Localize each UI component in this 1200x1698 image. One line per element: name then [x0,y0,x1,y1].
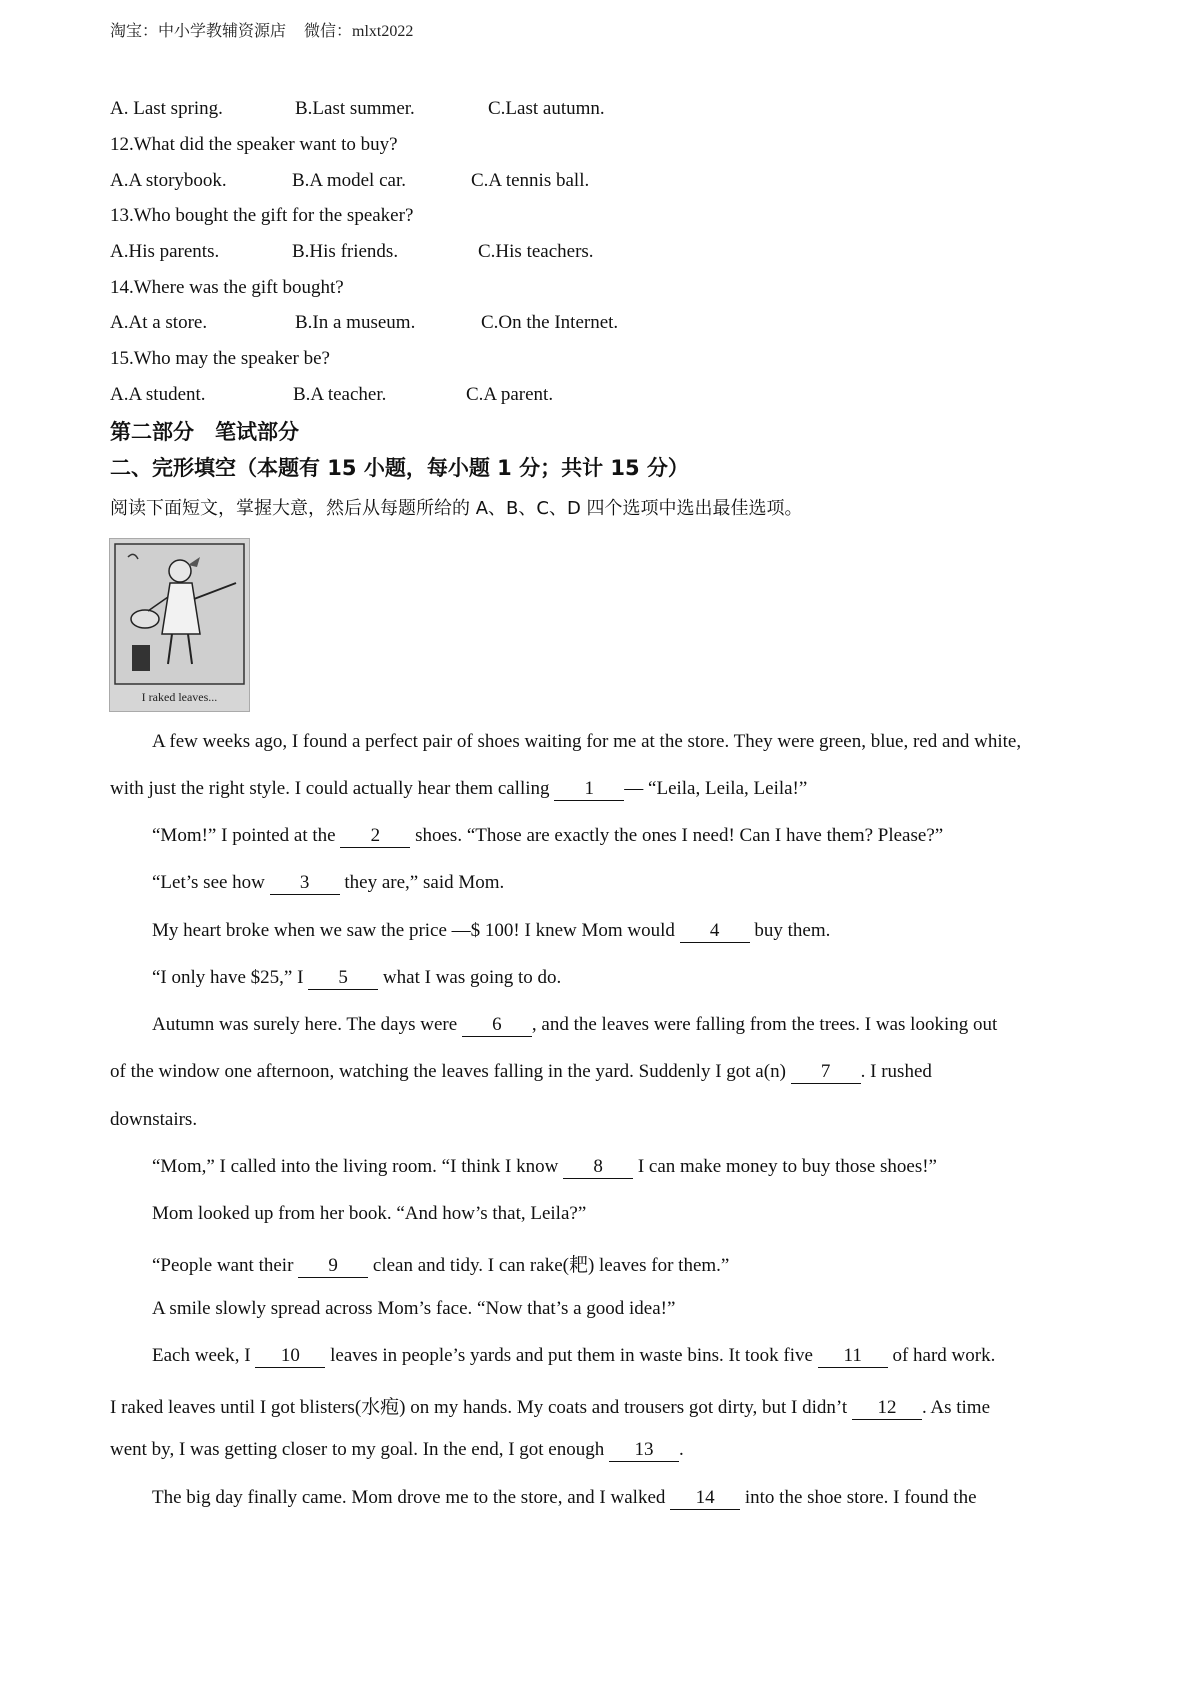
option-c: C.On the Internet. [481,312,619,333]
question-13: 13.Who bought the gift for the speaker? [110,205,414,226]
option-b: B.A teacher. [293,384,387,405]
q11-options [110,98,605,120]
text: clean and tidy. I can rake(耙) leaves for them.” [368,1255,730,1276]
option-b: B.His friends. [292,241,399,262]
blank-8: 8 [563,1157,633,1179]
blank-3: 3 [270,873,340,895]
text: into the shoe store. I found the [740,1487,977,1508]
text: “Mom!” I pointed at the [152,825,341,846]
passage-line-2 [110,778,1100,801]
text: with just the right style. I could actually hear them calling [110,778,555,799]
text: what I was going to do. [378,967,562,988]
text: shoes. “Those are exactly the ones I need! Can I have them? Please?” [410,825,944,846]
passage-line-5 [152,920,1142,943]
text: My heart broke when we saw the price —$ 100! I knew Mom would [152,920,680,941]
passage-line-12 [152,1250,1142,1278]
option-c: C.A tennis ball. [471,170,590,191]
option-a: A.At a store. [110,312,208,333]
blank-11: 11 [818,1346,888,1368]
text: leaves in people’s yards and put them in waste bins. It took five [325,1345,818,1366]
option-a: A.A student. [110,384,206,405]
blank-4: 4 [680,921,750,943]
blank-6: 6 [462,1015,532,1037]
page-header [110,18,413,41]
passage-line-4 [152,872,1142,895]
option-c: C.Last autumn. [488,98,605,119]
section-title: 二、完形填空（本题有 15 小题，每小题 1 分；共计 15 分） [110,456,689,480]
passage-line-16 [110,1439,1100,1462]
instruction-text: 阅读下面短文，掌握大意，然后从每题所给的 A、B、C、D 四个选项中选出最佳选项。 [110,498,803,519]
blank-13: 13 [609,1440,679,1462]
question-15: 15.Who may the speaker be? [110,348,330,369]
part-title: 第二部分 笔试部分 [110,420,299,444]
passage-line-8 [110,1061,1100,1084]
blank-14: 14 [670,1488,740,1510]
passage-line-13: A smile slowly spread across Mom’s face. “Now that’s a good idea!” [152,1298,676,1319]
q12-options [110,170,589,192]
header-wechat: 微信：mlxt2022 [304,23,414,40]
option-a: A.A storybook. [110,170,227,191]
text: “Let’s see how [152,872,270,893]
text: I raked leaves until I got blisters(水疱) on my hands. My coats and trousers got dirty, but I didn’t [110,1397,852,1418]
passage-line-1: A few weeks ago, I found a perfect pair of shoes waiting for me at the store. They were green, blue, red and white, [152,731,1022,752]
passage-line-7 [152,1014,1142,1037]
option-b: B.A model car. [292,170,406,191]
blank-2: 2 [340,826,410,848]
blank-1: 1 [554,779,624,801]
option-a: A. Last spring. [110,98,223,119]
option-a: A.His parents. [110,241,220,262]
text: . I rushed [860,1061,932,1082]
passage-line-9: downstairs. [110,1109,198,1130]
text: Each week, I [152,1345,256,1366]
illustration-girl-raking [109,538,250,712]
text: — “Leila, Leila, Leila!” [624,778,808,799]
text: “People want their [152,1255,299,1276]
text: Autumn was surely here. The days were [152,1014,462,1035]
text: The big day finally came. Mom drove me to the store, and I walked [152,1487,671,1508]
blank-10: 10 [255,1346,325,1368]
passage-line-11: Mom looked up from her book. “And how’s that, Leila?” [152,1203,587,1224]
text: they are,” said Mom. [339,872,505,893]
option-c: C.A parent. [466,384,554,405]
text: . [679,1439,684,1460]
text: of hard work. [887,1345,996,1366]
passage-line-14 [152,1345,1142,1368]
illustration-caption: I raked leaves... [141,690,218,704]
passage-line-3 [152,825,1142,848]
text: of the window one afternoon, watching the leaves falling in the yard. Suddenly I got a(n) [110,1061,791,1082]
text: . As time [921,1397,991,1418]
option-b: B.In a museum. [295,312,416,333]
passage-line-15 [110,1392,1100,1420]
option-c: C.His teachers. [478,241,594,262]
passage-line-6 [152,967,1142,990]
blank-9: 9 [298,1256,368,1278]
blank-7: 7 [791,1062,861,1084]
option-b: B.Last summer. [295,98,415,119]
passage-line-17 [152,1487,1142,1510]
blank-12: 12 [852,1398,922,1420]
q13-options [110,241,594,263]
text: buy them. [749,920,831,941]
question-14: 14.Where was the gift bought? [110,277,344,298]
question-12: 12.What did the speaker want to buy? [110,134,398,155]
blank-5: 5 [308,968,378,990]
q14-options [110,312,618,334]
text: “I only have $25,” I [152,967,309,988]
header-shop: 淘宝：中小学教辅资源店 [110,23,287,40]
text: “Mom,” I called into the living room. “I think I know [152,1156,564,1177]
passage-line-10 [152,1156,1142,1179]
text: I can make money to buy those shoes!” [633,1156,937,1177]
text: went by, I was getting closer to my goal. In the end, I got enough [110,1439,609,1460]
q15-options [110,384,553,406]
text: , and the leaves were falling from the trees. I was looking out [531,1014,998,1035]
girl-raking-drawing [110,539,249,711]
